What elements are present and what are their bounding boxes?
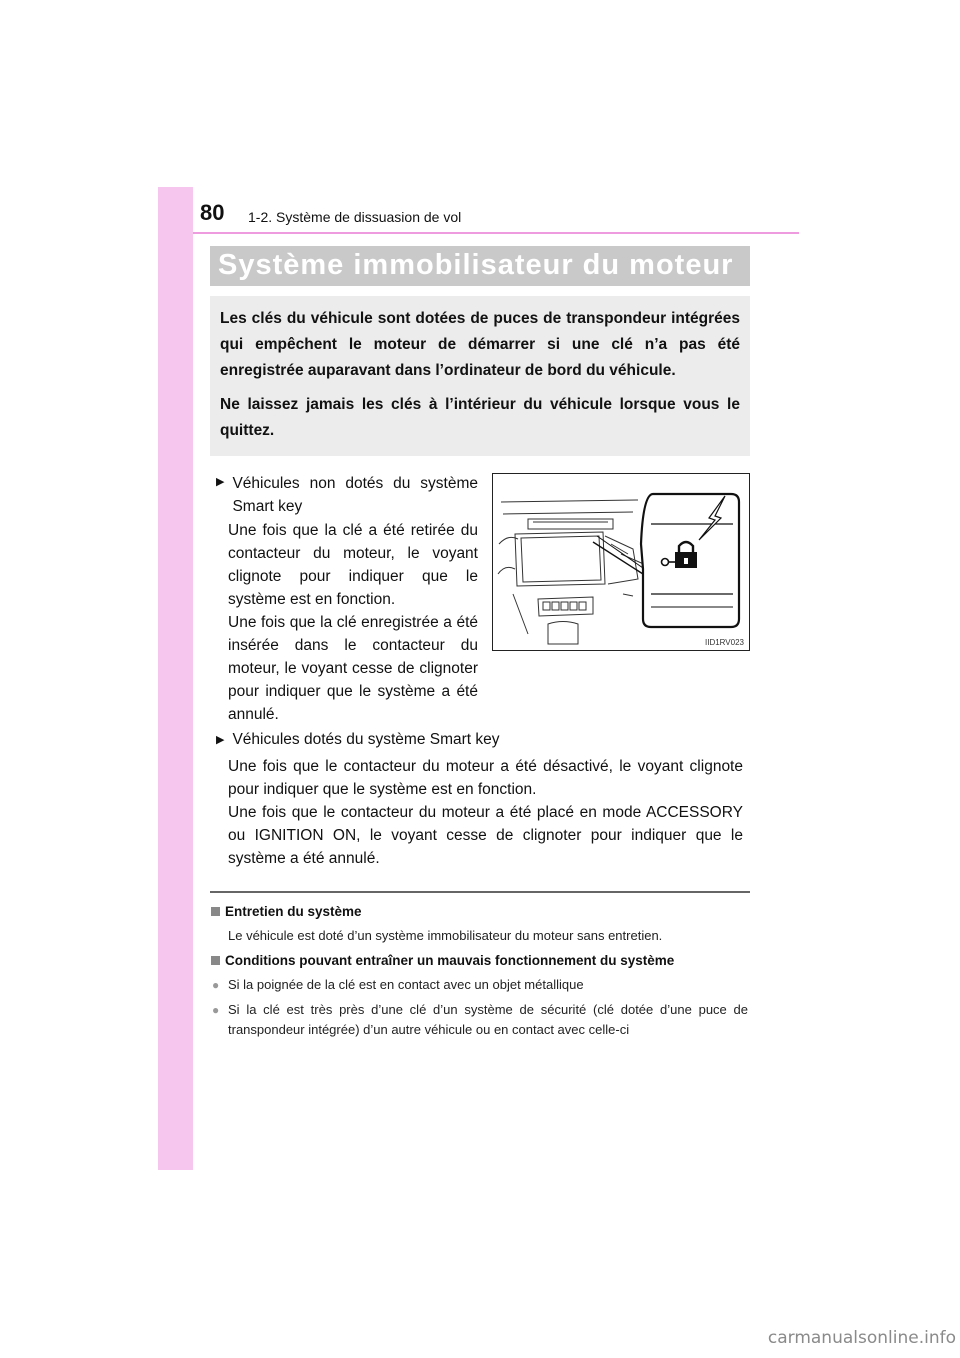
triangle-bullet-icon: ▶ [216, 476, 225, 488]
page-title: Système immobilisateur du moteur [218, 249, 734, 281]
note-text-maintenance: Le véhicule est doté d’un système immobilisateur du moteur sans entretien. [228, 928, 663, 943]
intro-paragraph-1: Les clés du véhicule sont dotées de puces de transpondeur intégrées qui empêchent le moteur de démarrer si une clé n’a pas été enregistrée auparavant dans l’ordinateur de bord du véhicule. [220, 310, 740, 379]
watermark: carmanualsonline.info [767, 1328, 956, 1348]
notes-divider [210, 891, 750, 893]
intro-paragraph-2: Ne laissez jamais les clés à l’intérieur du véhicule lorsque vous le quittez. [220, 396, 740, 439]
header-rule [193, 232, 799, 234]
note-heading-conditions: Conditions pouvant entraîner un mauvais fonctionnement du système [211, 953, 674, 968]
section1-heading: ▶ Véhicules non dotés du système Smart key [216, 472, 478, 518]
section2-body [228, 755, 743, 870]
circle-bullet-icon: ● [212, 978, 220, 992]
section1-paragraph-1: Une fois que la clé a été retirée du contacteur du moteur, le voyant clignote pour indiquer que le système est en fonction. [228, 522, 478, 608]
note-heading-maintenance: Entretien du système [211, 904, 362, 919]
section1-body [228, 519, 478, 726]
square-bullet-icon [211, 907, 220, 916]
dashboard-illustration [493, 474, 750, 651]
intro-box [210, 296, 750, 456]
section-title: 1-2. Système de dissuasion de vol [248, 209, 462, 225]
dashboard-figure [492, 473, 750, 651]
section2-paragraph-1: Une fois que le contacteur du moteur a été désactivé, le voyant clignote pour indiquer que le système est en fonction. [228, 758, 743, 798]
title-bar [210, 246, 750, 286]
condition-item: ● Si la poignée de la clé est en contact avec un objet métallique [212, 975, 748, 995]
square-bullet-icon [211, 956, 220, 965]
section2-paragraph-2: Une fois que le contacteur du moteur a été placé en mode ACCESSORY ou IGNITION ON, le voyant cesse de clignoter pour indiquer que le système a été annulé. [228, 804, 743, 867]
section1-paragraph-2: Une fois que la clé enregistrée a été insérée dans le contacteur du moteur, le voyant cesse de clignoter pour indiquer que le système a été annulé. [228, 614, 478, 723]
condition-item: ● Si la clé est très près d’une clé d’un système de sécurité (clé dotée d’une puce de transpondeur intégrée) d’un autre véhicule ou en contact avec celle-ci [212, 1002, 748, 1037]
figure-id: IID1RV023 [705, 638, 744, 647]
circle-bullet-icon: ● [212, 1003, 220, 1017]
chapter-side-tab [158, 187, 193, 1170]
triangle-bullet-icon: ▶ [216, 734, 225, 746]
page-number: 80 [200, 200, 225, 225]
section2-heading: ▶ Véhicules dotés du système Smart key [216, 731, 500, 748]
